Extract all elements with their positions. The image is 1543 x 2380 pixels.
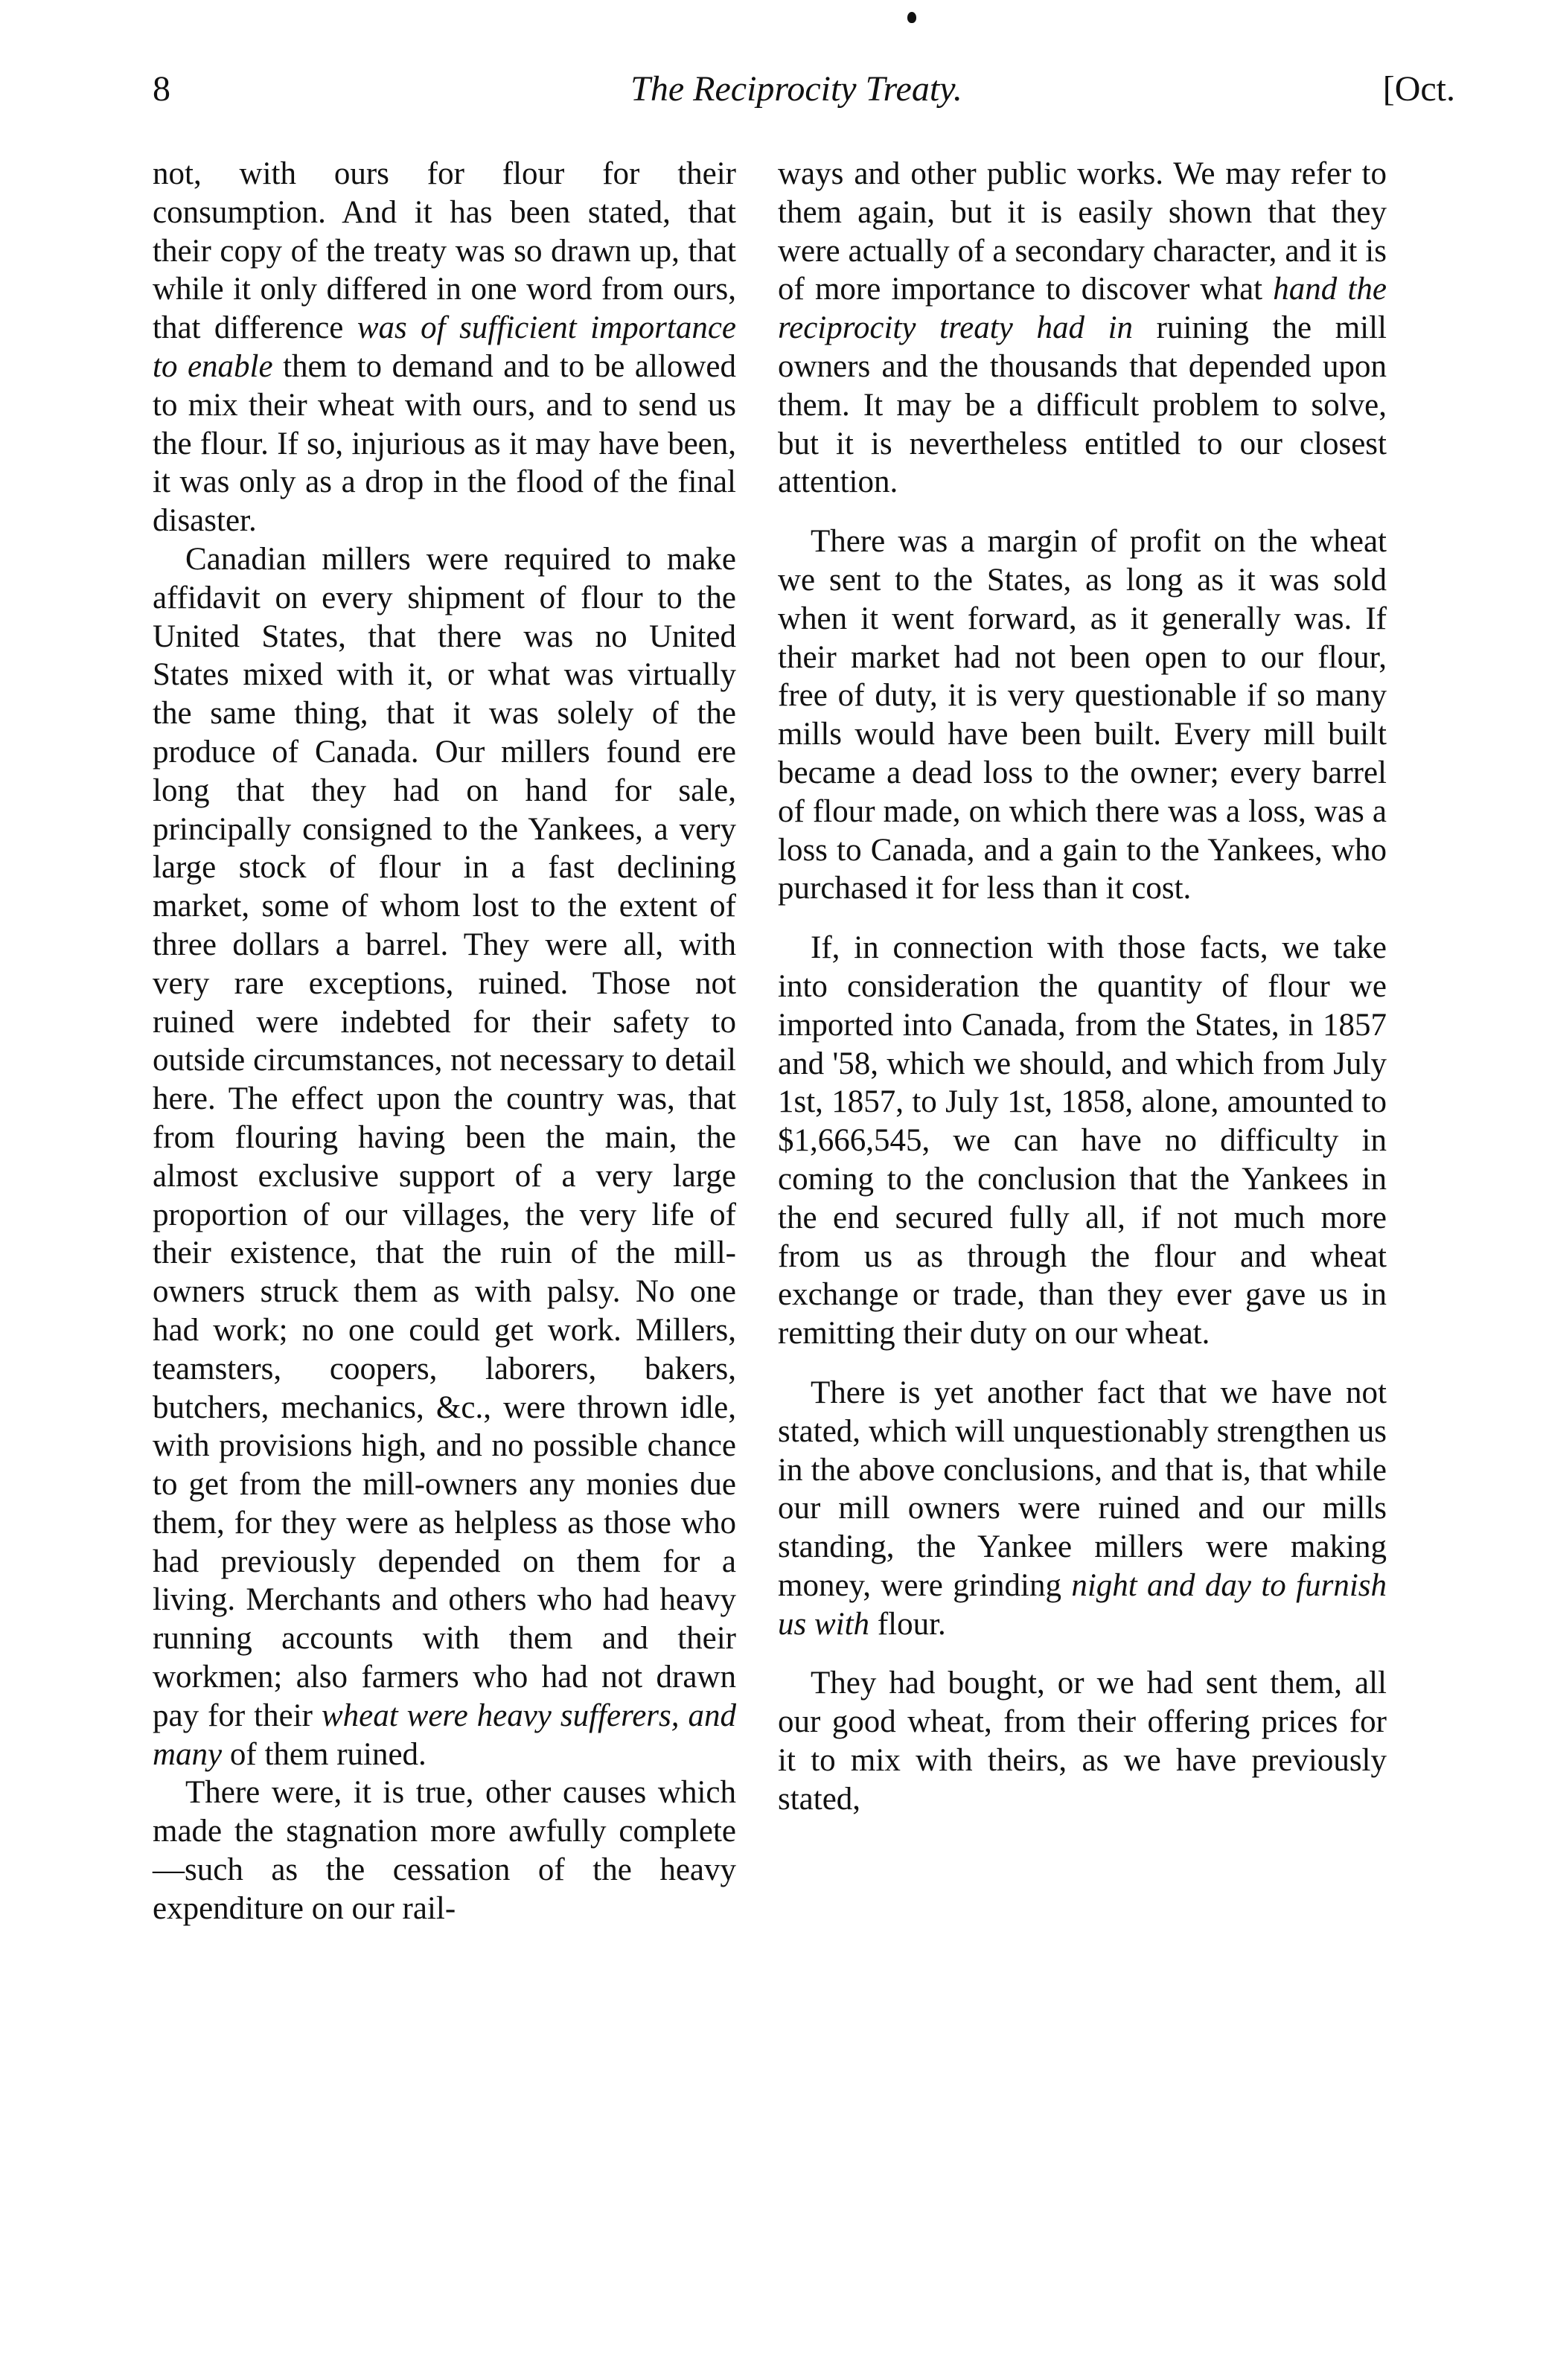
paragraph: ways and other public works. We may refer to them again, but it is easily shown that they were actually of a secondary character, and it is of more importance to discover what hand the reciprocity treaty had in ruining the mill owners and the thousands that depended upon them. It may be a difficult problem to solve, but it is nevertheless entitled to our closest attention. xyxy=(778,156,1387,500)
paragraph: There were, it is true, other causes which made the stagnation more awfully complete—such as the cessation of the heavy expenditure on our rail- xyxy=(153,1775,736,1926)
paragraph: not, with ours for flour for their consumption. And it has been stated, that their copy of the treaty was so drawn up, that while it only differed in one word from ours, that difference was of sufficient importance to enable them to demand and to be allowed to mix their wheat with ours, and to send us the flour. If so, injurious as it may have been, it was only as a drop in the flood of the final disaster. xyxy=(153,156,736,539)
left-column xyxy=(153,155,736,1928)
running-title: The Reciprocity Treaty. xyxy=(630,69,962,109)
paragraph: They had bought, or we had sent them, all our good wheat, from their offering prices for it to mix with theirs, as we have previously stated, xyxy=(778,1666,1387,1817)
paragraph: There was a margin of profit on the wheat we sent to the States, as long as it was sold when it went forward, as it generally was. If their market had not been open to our flour, free of duty, it is very questionable if so many mills would have been built. Every mill built became a dead loss to the owner; every barrel of flour made, on which there was a loss, was a loss to Canada, and a gain to the Yankees, who purchased it for less than it cost. xyxy=(778,524,1387,906)
paragraph: If, in connection with those facts, we take into consideration the quantity of flour we imported into Canada, from the States, in 1857 and '58, which we should, and which from July 1st, 1857, to July 1st, 1858, alone, amounted to $1,666,545, we can have no difficulty in coming to the conclusion that the Yankees in the end secured fully all, if not much more from us as through the flour and wheat exchange or trade, than they ever gave us in remitting their duty on our wheat. xyxy=(778,930,1387,1351)
page-number: 8 xyxy=(153,69,170,109)
paragraph: There is yet another fact that we have not stated, which will unquestionably strengthen us in the above conclusions, and that is, that while our mill owners were ruined and our mills standing, the Yankee millers were making money, were grinding night and day to furnish us with flour. xyxy=(778,1375,1387,1642)
ink-mark xyxy=(907,12,916,23)
running-date: [Oct. xyxy=(1382,69,1455,109)
running-header xyxy=(138,68,1455,121)
paragraph: Canadian millers were required to make affidavit on every shipment of flour to the United States, that there was no United States mixed with it, or what was virtually the same thing, that it was solely of the produce of Canada. Our millers found ere long that they had on hand for sale, principally consigned to the Yankees, a very large stock of flour in a fast declining market, some of whom lost to the extent of three dollars a barrel. They were all, with very rare exceptions, ruined. Those not ruined were indebted for their safety to outside circumstances, not necessary to detail here. The effect upon the country was, that from flouring having been the main, the almost exclusive support of a very large proportion of our villages, the very life of their existence, that the ruin of the mill-owners struck them as with palsy. No one had work; no one could get work. Millers, teamsters, coopers, laborers, bakers, butchers, mechanics, &c., were thrown idle, with provisions high, and no possible chance to get from the mill-owners any monies due them, for they were as helpless as those who had previously depended on them for a living. Merchants and others who had heavy running accounts with them and their workmen; also farmers who had not drawn pay for their wheat were heavy sufferers, and many of them ruined. xyxy=(153,541,736,1772)
right-column xyxy=(778,155,1387,1819)
